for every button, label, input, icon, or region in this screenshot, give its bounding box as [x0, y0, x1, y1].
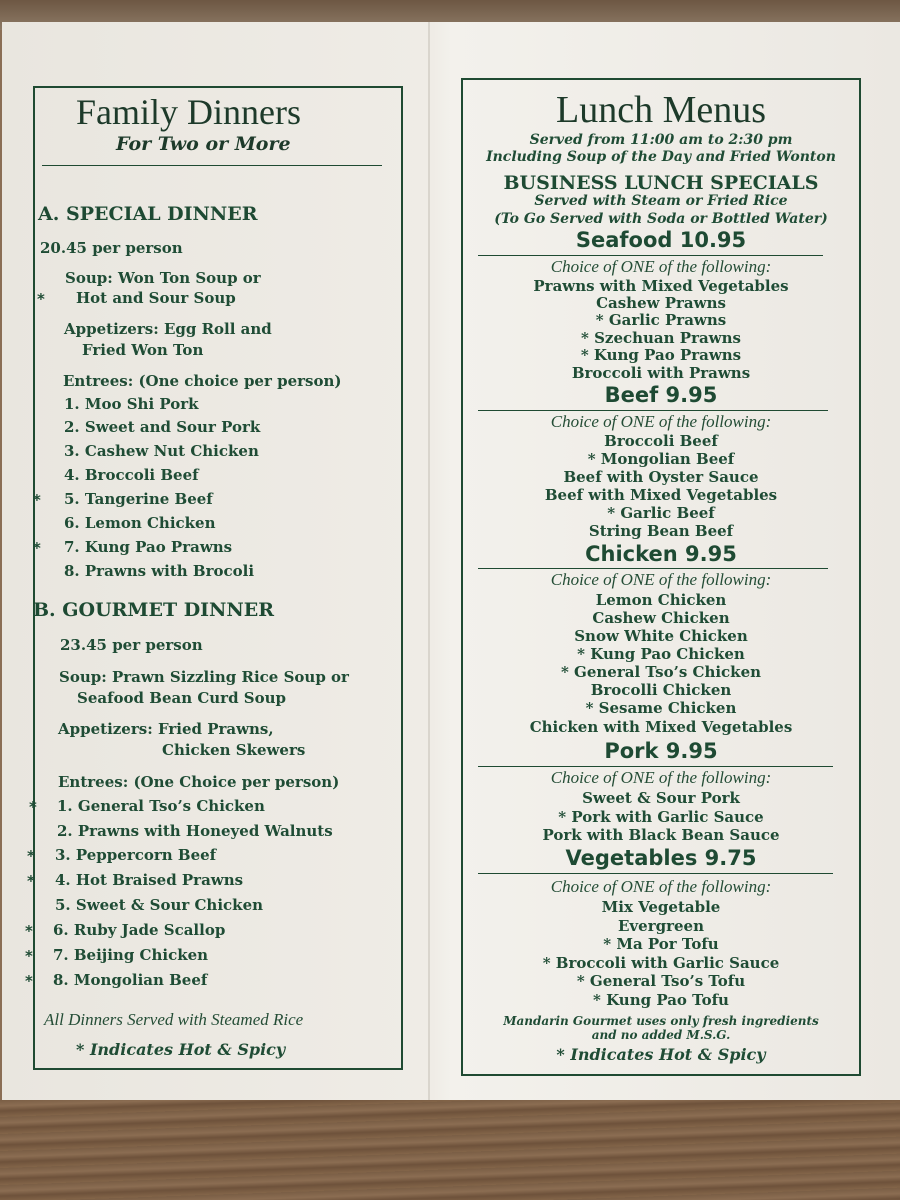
special-entree: 7. Kung Pao Prawns [64, 538, 233, 556]
chicken-item: * Kung Pao Chicken [577, 645, 745, 663]
gourmet-entree: 6. Ruby Jade Scallop [53, 921, 226, 939]
pork-item: * Pork with Garlic Sauce [558, 808, 764, 826]
special-entree: 2. Sweet and Sour Pork [64, 418, 261, 436]
section-chicken: Chicken 9.95 [585, 542, 737, 566]
special-entrees-label: Entrees: (One choice per person) [63, 372, 342, 390]
served-with-rice: Served with Steam or Fried Rice [534, 193, 788, 209]
lunch-hours: Served from 11:00 am to 2:30 pm [529, 132, 793, 148]
pork-item: Sweet & Sour Pork [582, 789, 740, 807]
spicy-marker: * [33, 491, 41, 509]
special-soup-line1: Soup: Won Ton Soup or [65, 269, 261, 287]
seafood-item: Prawns with Mixed Vegetables [533, 277, 789, 295]
vegetables-item: * General Tso’s Tofu [576, 972, 746, 990]
seafood-item: Broccoli with Prawns [571, 364, 751, 382]
gourmet-soup-line1: Soup: Prawn Sizzling Rice Soup or [59, 668, 349, 686]
spicy-marker: * [25, 972, 33, 990]
spicy-marker: * [27, 872, 35, 890]
spicy-marker: * [33, 539, 41, 557]
steamed-rice-note: All Dinners Served with Steamed Rice [44, 1010, 304, 1029]
section-beef: Beef 9.95 [604, 383, 718, 407]
seafood-item: * Kung Pao Prawns [580, 346, 742, 364]
special-entree: 3. Cashew Nut Chicken [64, 442, 259, 460]
special-appetizers-line1: Appetizers: Egg Roll and [64, 320, 272, 338]
beef-item: Beef with Mixed Vegetables [544, 486, 778, 504]
section-divider [478, 766, 833, 767]
spicy-marker: * [37, 290, 45, 308]
chicken-item: Cashew Chicken [592, 609, 730, 627]
family-dinners-subtitle: For Two or More [116, 133, 291, 155]
spicy-marker: * [25, 922, 33, 940]
gourmet-entree: 3. Peppercorn Beef [55, 846, 217, 864]
gourmet-dinner-price: 23.45 per person [60, 636, 203, 654]
special-entree: 1. Moo Shi Pork [64, 395, 199, 413]
gourmet-entree: 5. Sweet & Sour Chicken [55, 896, 264, 914]
spicy-marker: * [25, 947, 33, 965]
vegetables-item: Mix Vegetable [601, 898, 721, 916]
special-dinner-price: 20.45 per person [40, 239, 183, 257]
chicken-item: Chicken with Mixed Vegetables [529, 718, 793, 736]
gourmet-entree: 8. Mongolian Beef [53, 971, 208, 989]
gourmet-entree: 7. Beijing Chicken [53, 946, 209, 964]
choice-label: Choice of ONE of the following: [550, 877, 772, 896]
vegetables-item: * Kung Pao Tofu [593, 991, 729, 1009]
business-lunch-heading: BUSINESS LUNCH SPECIALS [503, 172, 819, 194]
gourmet-appetizers-line1: Appetizers: Fried Prawns, [58, 720, 274, 738]
beef-item: * Mongolian Beef [587, 450, 735, 468]
beef-item: * Garlic Beef [607, 504, 715, 522]
seafood-item: * Garlic Prawns [595, 311, 727, 329]
lunch-includes: Including Soup of the Day and Fried Wonton [486, 149, 836, 165]
to-go-note: (To Go Served with Soda or Bottled Water) [494, 211, 828, 227]
family-dinners-title: Family Dinners [76, 92, 301, 132]
menu-fold [428, 22, 430, 1110]
lunch-spicy-legend: * Indicates Hot & Spicy [556, 1045, 766, 1064]
special-dinner-heading: A. SPECIAL DINNER [38, 203, 258, 225]
table-surface-bottom [0, 1100, 900, 1200]
gourmet-entree: 4. Hot Braised Prawns [55, 871, 244, 889]
seafood-item: * Szechuan Prawns [581, 329, 741, 347]
section-divider [478, 410, 828, 411]
gourmet-appetizers-line2: Chicken Skewers [162, 741, 306, 759]
chicken-item: Lemon Chicken [595, 591, 727, 609]
section-vegetables: Vegetables 9.75 [565, 846, 757, 870]
choice-label: Choice of ONE of the following: [550, 570, 772, 589]
seafood-item: Cashew Prawns [596, 294, 726, 312]
choice-label: Choice of ONE of the following: [550, 257, 772, 276]
no-msg-note: and no added M.S.G. [591, 1028, 731, 1042]
section-divider [478, 255, 823, 256]
gourmet-dinner-heading: B. GOURMET DINNER [33, 599, 275, 621]
spicy-marker: * [29, 798, 37, 816]
gourmet-entree: 2. Prawns with Honeyed Walnuts [57, 822, 333, 840]
pork-item: Pork with Black Bean Sauce [542, 826, 780, 844]
chicken-item: Snow White Chicken [574, 627, 748, 645]
special-entree: 4. Broccoli Beef [64, 466, 199, 484]
gourmet-entrees-label: Entrees: (One Choice per person) [58, 773, 340, 791]
choice-label: Choice of ONE of the following: [550, 768, 772, 787]
special-appetizers-line2: Fried Won Ton [82, 341, 204, 359]
choice-label: Choice of ONE of the following: [550, 412, 772, 431]
special-entree: 8. Prawns with Brocoli [64, 562, 255, 580]
special-entree: 5. Tangerine Beef [64, 490, 213, 508]
chicken-item: Brocolli Chicken [590, 681, 732, 699]
beef-item: String Bean Beef [588, 522, 734, 540]
beef-item: Beef with Oyster Sauce [563, 468, 759, 486]
spicy-legend: * Indicates Hot & Spicy [76, 1040, 286, 1059]
section-seafood: Seafood 10.95 [575, 228, 747, 252]
gourmet-soup-line2: Seafood Bean Curd Soup [77, 689, 287, 707]
chicken-item: * General Tso’s Chicken [560, 663, 762, 681]
gourmet-entree: 1. General Tso’s Chicken [57, 797, 265, 815]
special-entree: 6. Lemon Chicken [64, 514, 216, 532]
special-soup-line2: Hot and Sour Soup [76, 289, 236, 307]
vegetables-item: Evergreen [618, 917, 704, 935]
beef-item: Broccoli Beef [604, 432, 718, 450]
vegetables-item: * Broccoli with Garlic Sauce [542, 954, 780, 972]
section-divider [478, 568, 828, 569]
title-divider [42, 165, 382, 166]
section-pork: Pork 9.95 [604, 739, 718, 763]
lunch-menus-title: Lunch Menus [555, 89, 767, 131]
spicy-marker: * [27, 847, 35, 865]
section-divider [478, 873, 833, 874]
fresh-ingredients-note: Mandarin Gourmet uses only fresh ingredients [503, 1014, 819, 1028]
chicken-item: * Sesame Chicken [585, 699, 737, 717]
vegetables-item: * Ma Por Tofu [603, 935, 719, 953]
